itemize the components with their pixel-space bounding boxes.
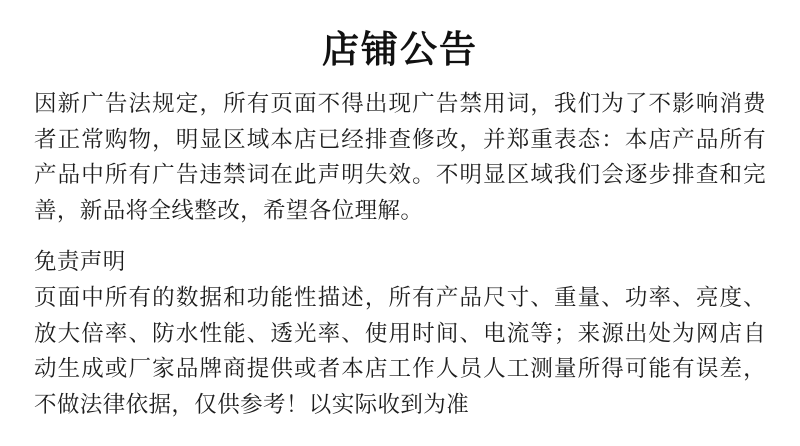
announcement-paragraph: 因新广告法规定，所有页面不得出现广告禁用词，我们为了不影响消费者正常购物，明显区域本店已经排查修改，并郑重表态：本店产品所有产品中所有广告违禁词在此声明失效。不明显区域我们会逐步排查和完善，新品将全线整改，希望各位理解。 — [34, 91, 766, 224]
disclaimer-paragraph: 页面中所有的数据和功能性描述，所有产品尺寸、重量、功率、亮度、放大倍率、防水性能、透光率、使用时间、电流等；来源出处为网店自动生成或厂家品牌商提供或者本店工作人员人工测量所得可能有误差，不做法律依据，仅供参考！以实际收到为准 — [34, 285, 766, 417]
page-title: 店铺公告 — [322, 29, 478, 70]
disclaimer-heading: 免责声明 — [34, 248, 126, 274]
